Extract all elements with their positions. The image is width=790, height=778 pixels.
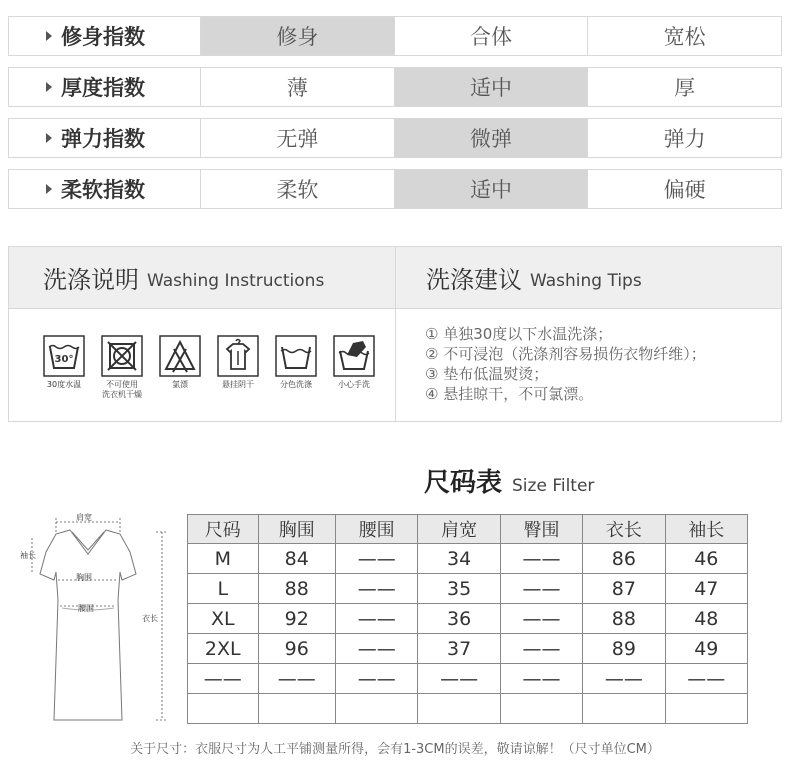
fit-index-row xyxy=(8,67,782,107)
size-table-cell xyxy=(583,694,665,724)
diagram-waist-label: 腰围 xyxy=(78,604,94,613)
fit-index-option: 合体 xyxy=(395,17,589,55)
size-table-cell: —— xyxy=(500,664,582,694)
wash-separate-icon xyxy=(275,335,317,377)
fit-index-label xyxy=(9,119,201,157)
size-table-cell: 88 xyxy=(258,574,335,604)
header-waist: 腰围 xyxy=(336,515,418,544)
washing-instructions-title: 洗涤说明 xyxy=(43,266,139,294)
size-table-cell: —— xyxy=(336,544,418,574)
care-caption: 氯漂 xyxy=(172,380,188,389)
dress-measurement-diagram xyxy=(8,508,180,730)
washing-section xyxy=(8,246,782,422)
size-table-cell: M xyxy=(188,544,259,574)
size-table-cell: —— xyxy=(500,634,582,664)
size-table-cell xyxy=(418,694,500,724)
svg-text:30°: 30° xyxy=(54,354,74,365)
size-table-cell: 84 xyxy=(258,544,335,574)
fit-index-option: 弹力 xyxy=(663,127,706,151)
tip-item: ① 单独30度以下水温洗涤； xyxy=(425,325,613,343)
size-table-cell: —— xyxy=(258,664,335,694)
size-chart-title xyxy=(424,462,594,499)
hang-dry-shade-icon xyxy=(217,335,259,377)
size-table-row xyxy=(188,694,748,724)
size-note: 关于尺寸：衣服尺寸为人工平铺测量所得，会有1-3CM的误差，敬请谅解！（尺寸单位CM） xyxy=(130,742,660,757)
size-table-cell: —— xyxy=(500,604,582,634)
size-table-cell: —— xyxy=(336,574,418,604)
tip-item: ② 不可浸泡（洗涤剂容易损伤衣物纤维）； xyxy=(425,345,706,363)
header-chest: 胸围 xyxy=(258,515,335,544)
size-table-cell: —— xyxy=(500,574,582,604)
size-table-cell: 36 xyxy=(418,604,500,634)
size-table-cell xyxy=(188,694,259,724)
wash-30-icon xyxy=(43,335,85,377)
washing-tips-title: 洗涤建议 xyxy=(426,266,522,294)
size-table-cell: 34 xyxy=(418,544,500,574)
fit-index-option: 柔软 xyxy=(201,170,395,208)
size-chart-title-en: Size Filter xyxy=(512,476,595,496)
size-table-row xyxy=(188,544,748,574)
triangle-right-icon xyxy=(46,82,52,92)
size-table-cell: 35 xyxy=(418,574,500,604)
fit-index-label xyxy=(9,17,201,55)
diagram-shoulder-label: 肩宽 xyxy=(76,513,92,522)
care-item xyxy=(35,335,93,400)
care-caption: 分色洗涤 xyxy=(280,380,312,389)
size-table-cell: 89 xyxy=(583,634,665,664)
size-table-cell: —— xyxy=(418,664,500,694)
care-caption: 小心手洗 xyxy=(338,380,370,389)
header-hip: 臀围 xyxy=(500,515,582,544)
fit-index-title: 修身指数 xyxy=(61,25,145,49)
care-icons xyxy=(35,335,383,400)
fit-index-option: 偏硬 xyxy=(663,178,706,202)
header-shoulder: 肩宽 xyxy=(418,515,500,544)
fit-index-option: 宽松 xyxy=(663,25,706,49)
size-table-row xyxy=(188,634,748,664)
size-table-cell xyxy=(500,694,582,724)
size-table-cell: 92 xyxy=(258,604,335,634)
tip-item: ④ 悬挂晾干，不可氯漂。 xyxy=(425,385,594,403)
size-table-cell: L xyxy=(188,574,259,604)
fit-index-label xyxy=(9,170,201,208)
washing-instructions-header xyxy=(9,247,395,309)
fit-index-option: 薄 xyxy=(201,68,395,106)
header-size: 尺码 xyxy=(188,515,259,544)
fit-index-option: 修身 xyxy=(201,17,395,55)
size-table-cell: 96 xyxy=(258,634,335,664)
care-item xyxy=(267,335,325,400)
washing-tips-list xyxy=(425,324,706,404)
size-table-cell xyxy=(336,694,418,724)
size-table-cell xyxy=(258,694,335,724)
triangle-right-icon xyxy=(46,133,52,143)
care-caption: 不可使用 洗衣机干燥 xyxy=(102,380,142,399)
fit-index-label xyxy=(9,68,201,106)
diagram-sleeve-label: 袖长 xyxy=(20,551,36,560)
size-table-cell: —— xyxy=(583,664,665,694)
care-item xyxy=(93,335,151,400)
fit-index-row xyxy=(8,118,782,158)
care-caption: 30度水温 xyxy=(46,380,82,389)
size-table-cell: —— xyxy=(665,664,747,694)
size-table-cell xyxy=(665,694,747,724)
care-item xyxy=(325,335,383,400)
size-table xyxy=(187,514,748,724)
size-table-cell: 86 xyxy=(583,544,665,574)
fit-index-option: 微弹 xyxy=(395,119,589,157)
fit-index-option: 适中 xyxy=(395,68,589,106)
size-chart-title-zh: 尺码表 xyxy=(424,468,503,498)
fit-index-option: 适中 xyxy=(395,170,589,208)
size-table-cell: XL xyxy=(188,604,259,634)
size-table-header xyxy=(188,515,748,544)
size-table-cell: 2XL xyxy=(188,634,259,664)
diagram-length-label: 衣长 xyxy=(142,614,158,623)
fit-index-row xyxy=(8,169,782,209)
washing-tips-subtitle: Washing Tips xyxy=(530,270,642,291)
washing-divider xyxy=(395,247,396,421)
size-table-cell: 88 xyxy=(583,604,665,634)
no-tumble-dry-icon xyxy=(101,335,143,377)
size-table-row xyxy=(188,574,748,604)
size-table-cell: 47 xyxy=(665,574,747,604)
header-length: 衣长 xyxy=(583,515,665,544)
tip-item: ③ 垫布低温熨烫； xyxy=(425,365,549,383)
size-table-cell: —— xyxy=(336,634,418,664)
fit-index-option: 无弹 xyxy=(201,119,395,157)
size-table-cell: 49 xyxy=(665,634,747,664)
size-table-cell: —— xyxy=(500,544,582,574)
size-table-cell: —— xyxy=(336,604,418,634)
size-table-cell: 87 xyxy=(583,574,665,604)
fit-index-title: 厚度指数 xyxy=(61,76,145,100)
triangle-right-icon xyxy=(46,184,52,194)
hand-wash-icon xyxy=(333,335,375,377)
size-table-row xyxy=(188,664,748,694)
header-sleeve: 袖长 xyxy=(665,515,747,544)
size-table-cell: 37 xyxy=(418,634,500,664)
size-table-cell: —— xyxy=(188,664,259,694)
size-table-cell: 48 xyxy=(665,604,747,634)
size-table-row xyxy=(188,604,748,634)
washing-tips-header xyxy=(396,247,781,309)
washing-instructions-subtitle: Washing Instructions xyxy=(147,270,325,291)
size-table-cell: —— xyxy=(336,664,418,694)
diagram-chest-label: 胸围 xyxy=(76,573,92,582)
care-item xyxy=(151,335,209,400)
fit-index-title: 弹力指数 xyxy=(61,127,145,151)
triangle-right-icon xyxy=(46,31,52,41)
care-caption: 悬挂阴干 xyxy=(222,380,254,389)
fit-index-option: 厚 xyxy=(674,76,696,100)
fit-index-title: 柔软指数 xyxy=(61,178,145,202)
care-item xyxy=(209,335,267,400)
fit-index-row xyxy=(8,16,782,56)
size-table-cell: 46 xyxy=(665,544,747,574)
no-bleach-icon xyxy=(159,335,201,377)
